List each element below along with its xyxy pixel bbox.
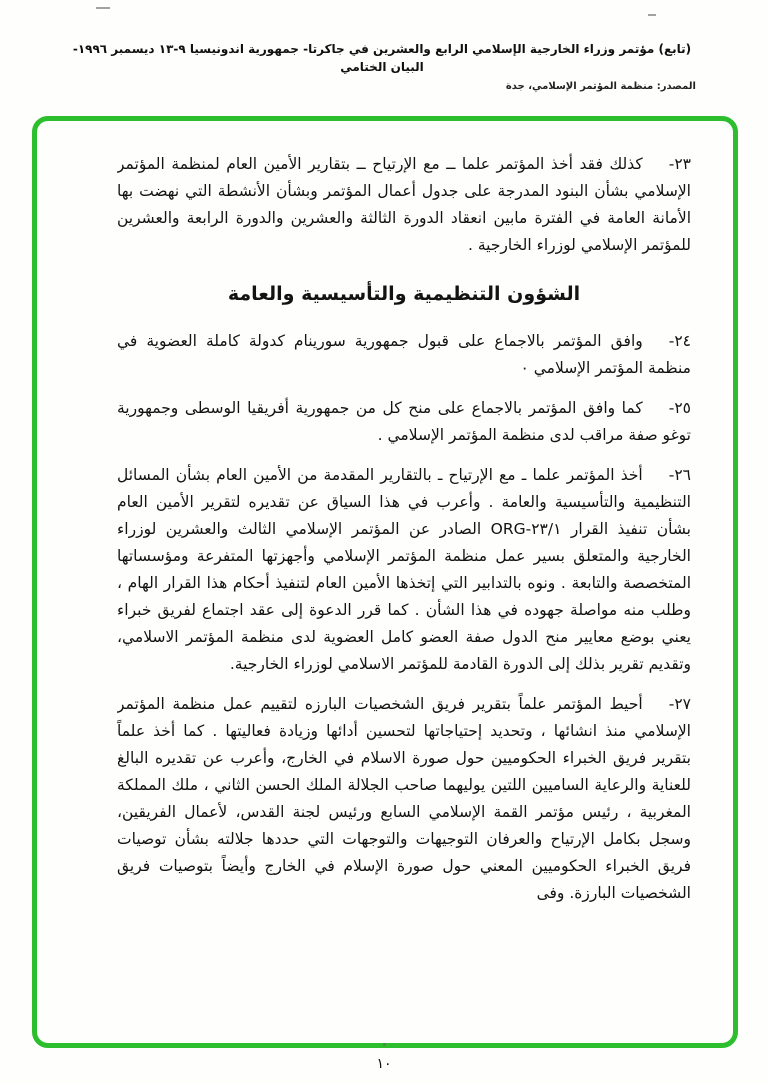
scan-artifact-dot [383, 1043, 386, 1046]
paragraph-26-text: أخذ المؤتمر علما ـ مع الإرتياح ـ بالتقارير المقدمة من الأمين العام بشأن المسائل التنظيمية والتأسيسية والعامة . وأعرب في هذا السياق عن تقديره لتقرير الأمين العام بشأن تنفيذ القرار ٢٣/١-ORG الصادر عن المؤتمر الإسلامي الثالث والعشرين لوزراء الخارجية والمتعلق بسير عمل منظمة المؤتمر الإسلامي وأجهزتها المتفرعة ومؤسساتها المتخصصة والتابعة . ونوه بالتدابير التي إتخذها الأمين العام لتنفيذ أحكام هذا القرار الهام ، وطلب منه مواصلة جهوده في هذا الشأن . كما قرر الدعوة إلى عقد اجتماع لفريق خبراء يعني بوضع معايير منح الدول صفة العضو كامل العضوية لدى منظمة المؤتمر الاسلامي، وتقديم تقرير بذلك إلى الدورة القادمة للمؤتمر الاسلامي لوزراء الخارجية. [117, 466, 691, 673]
paragraph-23 [117, 151, 691, 259]
paragraph-24-number: ٢٤- [668, 332, 691, 350]
document-header-title: (تابع) مؤتمر وزراء الخارجية الإسلامي الرابع والعشرين في جاكرتا- جمهورية اندونيسيا ٩-١٣ ديسمبر ١٩٩٦-البيان الختامي [72, 42, 692, 74]
paragraph-23-number: ٢٣- [668, 155, 691, 173]
section-heading: الشؤون التنظيمية والتأسيسية والعامة [227, 283, 581, 305]
paragraph-27-number: ٢٧- [668, 695, 691, 713]
paragraph-25-text: كما وافق المؤتمر بالاجماع على منح كل من جمهورية أفريقيا الوسطى وجمهورية توغو صفة مراقب لدى منظمة المؤتمر الإسلامي . [117, 399, 691, 444]
paragraph-23-text: كذلك فقد أخذ المؤتمر علما ــ مع الإرتياح ــ بتقارير الأمين العام لمنظمة المؤتمر الإسلامي بشأن البنود المدرجة على جدول أعمال المؤتمر وبشأن الأنشطة التي نهضت بها الأمانة العامة في الفترة مابين انعقاد الدورة الثالثة والعشرين والدورة الرابعة والعشرين للمؤتمر الإسلامي لوزراء الخارجية . [117, 155, 691, 254]
paragraph-24 [117, 328, 691, 382]
paragraph-27 [117, 691, 691, 907]
paragraph-25 [117, 395, 691, 449]
paragraph-24-text: وافق المؤتمر بالاجماع على قبول جمهورية سورينام كدولة كاملة العضوية في منظمة المؤتمر الإسلامي ٠ [117, 332, 691, 377]
document-source-line: المصدر: منظمة المؤتمر الإسلامي، جدة [505, 81, 696, 92]
document-body [117, 151, 691, 1029]
paragraph-27-text: أحيط المؤتمر علماً بتقرير فريق الشخصيات البارزه لتقييم عمل منظمة المؤتمر الإسلامي منذ انشائها ، وتحديد إحتياجاتها لتحسين أدائها وزيادة فعاليتها . كما أخذ علماً بتقرير فريق الخبراء الحكوميين حول صورة الاسلام في الخارج، وأعرب عن تقديره البالغ للعناية والرعاية الساميين اللتين يوليهما صاحب الجلالة الملك الحسن الثاني ، ملك المملكة المغربية ، رئيس مؤتمر القمة الإسلامي السابع ورئيس لجنة القدس، لأعمال الفريقين، وسجل بكامل الإرتياح والعرفان التوجيهات والتوجهات التي حددها جلالته بشأن توصيات فريق الخبراء الحكوميين المعني حول صورة الإسلام في الخارج وأيضاً بتوصيات فريق الشخصيات البارزة. وفى [117, 695, 691, 902]
paragraph-25-number: ٢٥- [668, 399, 691, 417]
page-number: ١٠ [376, 1056, 392, 1072]
scan-artifact [648, 14, 656, 16]
green-border-frame [32, 116, 738, 1048]
page-header [66, 40, 698, 92]
scan-artifact [96, 7, 110, 9]
paragraph-26 [117, 462, 691, 678]
paragraph-26-number: ٢٦- [668, 466, 691, 484]
